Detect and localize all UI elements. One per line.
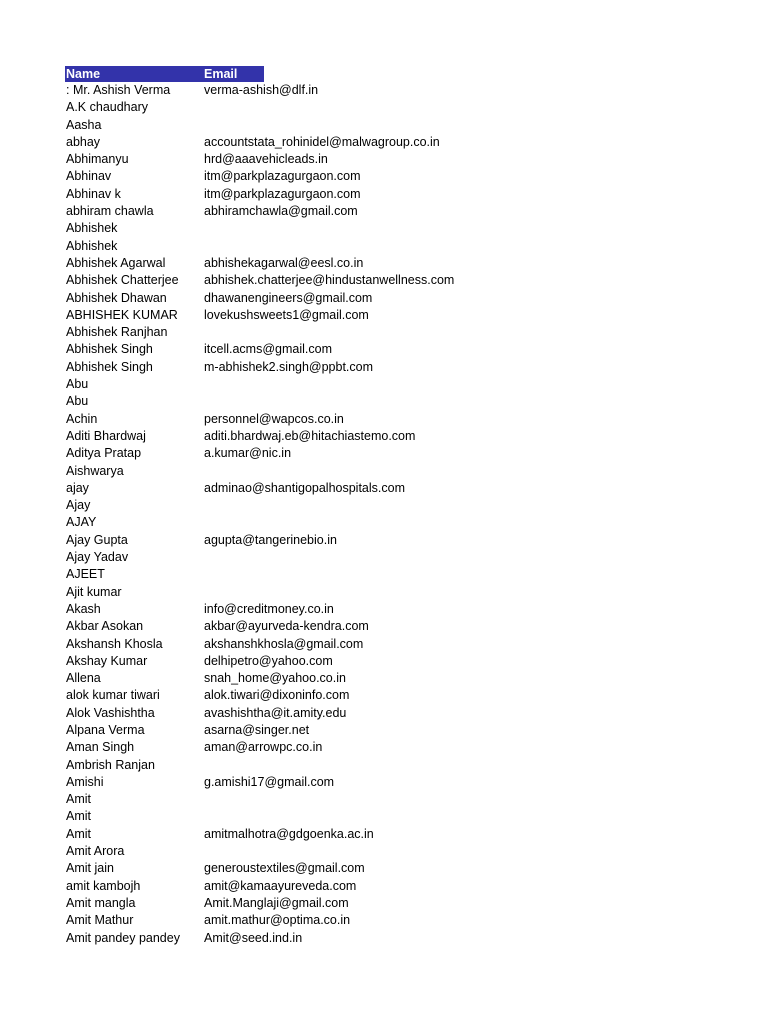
email-cell [203,584,765,601]
email-cell: m-abhishek2.singh@ppbt.com [204,359,374,374]
email-cell: agupta@tangerinebio.in [204,532,337,547]
table-row [65,584,765,601]
table-row [65,307,765,324]
name-cell: Abu [66,377,89,392]
table-row [65,186,765,203]
name-cell: Amit [66,826,91,841]
table-row [65,480,765,497]
table-row [65,168,765,185]
name-cell: ABHISHEK KUMAR [66,307,178,322]
name-cell: Alok Vashishtha [66,705,155,720]
name-cell: Aditya Pratap [66,446,142,461]
table-row [65,151,765,168]
name-cell: Akshansh Khosla [66,636,163,651]
table-row [65,878,765,895]
email-cell [203,497,765,514]
email-cell [203,324,765,341]
email-cell [203,463,765,480]
name-cell: Akbar Asokan [66,619,144,634]
table-row [65,930,765,947]
table-row [65,566,765,583]
name-cell: Ajay Gupta [66,532,128,547]
email-cell: abhiramchawla@gmail.com [204,204,358,219]
table-row [65,411,765,428]
email-cell: accountstata_rohinidel@malwagroup.co.in [204,134,440,149]
table-body [65,82,765,947]
name-cell: Ajay [66,498,91,513]
table-row [65,653,765,670]
table-row [65,238,765,255]
email-cell: avashishtha@it.amity.edu [204,705,347,720]
email-column-header: Email [203,66,264,82]
table-row [65,912,765,929]
spreadsheet-table [65,66,765,947]
name-cell: ajay [66,480,89,495]
table-row [65,601,765,618]
email-cell: dhawanengineers@gmail.com [204,290,373,305]
email-cell: verma-ashish@dlf.in [204,83,319,97]
table-row [65,117,765,134]
table-row [65,791,765,808]
email-cell [203,376,765,393]
name-cell: Achin [66,411,98,426]
email-cell: info@creditmoney.co.in [204,601,334,616]
name-cell: Aasha [66,117,102,132]
name-cell: Abhishek [66,238,118,253]
name-cell: Abhishek Dhawan [66,290,167,305]
name-cell: Ambrish Ranjan [66,757,155,772]
email-cell: delhipetro@yahoo.com [204,653,333,668]
table-row [65,636,765,653]
email-cell [203,220,765,237]
table-row [65,757,765,774]
email-cell: snah_home@yahoo.co.in [204,671,346,686]
email-cell: g.amishi17@gmail.com [204,774,335,789]
name-cell: Amit [66,809,91,824]
email-cell: aditi.bhardwaj.eb@hitachiastemo.com [204,428,416,443]
table-row [65,774,765,791]
name-cell: Aditi Bhardwaj [66,428,146,443]
name-cell: Abhishek Ranjhan [66,325,168,340]
email-cell: amitmalhotra@gdgoenka.ac.in [204,826,374,841]
email-cell: itcell.acms@gmail.com [204,342,332,357]
email-cell [203,843,765,860]
name-cell: Abhishek Agarwal [66,255,166,270]
email-cell: generoustextiles@gmail.com [204,861,365,876]
table-row [65,843,765,860]
table-row [65,670,765,687]
email-cell: Amit@seed.ind.in [204,930,303,945]
email-cell [203,808,765,825]
name-cell: Abhinav [66,169,112,184]
header-row [65,66,765,82]
table-row [65,739,765,756]
email-cell: a.kumar@nic.in [204,446,292,461]
table-row [65,687,765,704]
name-cell: Amit pandey pandey [66,930,180,945]
name-cell: Amit Arora [66,844,125,859]
email-cell [203,99,765,116]
table-row [65,272,765,289]
name-cell: abhay [66,134,101,149]
email-cell: adminao@shantigopalhospitals.com [204,480,406,495]
email-cell: amit.mathur@optima.co.in [204,913,351,928]
table-row [65,341,765,358]
email-cell: hrd@aaavehicleads.in [204,152,328,167]
email-cell [203,791,765,808]
name-cell: Allena [66,671,101,686]
table-row [65,203,765,220]
email-cell [203,566,765,583]
table-row [65,549,765,566]
table-row [65,860,765,877]
name-cell: : Mr. Ashish Verma [66,83,171,97]
name-cell: Aishwarya [66,463,124,478]
table-row [65,428,765,445]
email-cell: personnel@wapcos.co.in [204,411,344,426]
name-cell: Amit jain [66,861,114,876]
name-column-header: Name [65,66,203,82]
table-row [65,532,765,549]
name-cell: A.K chaudhary [66,100,148,115]
table-row [65,514,765,531]
name-cell: Aman Singh [66,740,135,755]
name-cell: Alpana Verma [66,722,145,737]
email-cell: itm@parkplazagurgaon.com [204,186,361,201]
table-row [65,255,765,272]
name-cell: alok kumar tiwari [66,688,160,703]
table-row [65,220,765,237]
email-cell: akbar@ayurveda-kendra.com [204,619,369,634]
email-cell [203,549,765,566]
email-cell: abhishekagarwal@eesl.co.in [204,255,364,270]
name-cell: Amit mangla [66,895,136,910]
email-cell [203,393,765,410]
name-cell: Amishi [66,774,104,789]
name-cell: Abhishek Singh [66,342,153,357]
email-cell [203,238,765,255]
table-row [65,445,765,462]
table-row [65,826,765,843]
email-cell: Amit.Manglaji@gmail.com [204,895,349,910]
name-cell: Ajay Yadav [66,550,129,565]
name-cell: Abhishek Chatterjee [66,273,179,288]
table-row [65,705,765,722]
email-cell: amit@kamaayureveda.com [204,878,357,893]
email-cell: alok.tiwari@dixoninfo.com [204,688,350,703]
name-cell: Akshay Kumar [66,653,148,668]
table-row [65,99,765,116]
email-cell [203,514,765,531]
name-cell: Akash [66,601,101,616]
table-row [65,497,765,514]
table-row [65,359,765,376]
table-row [65,376,765,393]
name-cell: AJEET [66,567,105,582]
table-row [65,290,765,307]
table-row [65,618,765,635]
name-cell: Abhinav k [66,186,121,201]
table-row [65,134,765,151]
email-cell: akshanshkhosla@gmail.com [204,636,364,651]
email-cell: aman@arrowpc.co.in [204,740,323,755]
name-cell: abhiram chawla [66,204,154,219]
email-cell: itm@parkplazagurgaon.com [204,169,361,184]
table-row [65,393,765,410]
email-cell: abhishek.chatterjee@hindustanwellness.com [204,273,455,288]
email-cell: asarna@singer.net [204,722,310,737]
table-row [65,82,765,99]
name-cell: Abhishek [66,221,118,236]
table-row [65,463,765,480]
table-row [65,895,765,912]
name-cell: Abhishek Singh [66,359,153,374]
name-cell: Amit Mathur [66,913,134,928]
table-row [65,808,765,825]
name-cell: AJAY [66,515,97,530]
name-cell: Abhimanyu [66,152,129,167]
name-cell: Ajit kumar [66,584,122,599]
name-cell: Abu [66,394,89,409]
table-row [65,722,765,739]
email-cell [203,117,765,134]
name-cell: amit kambojh [66,878,141,893]
email-cell [203,757,765,774]
table-row [65,324,765,341]
email-cell: lovekushsweets1@gmail.com [204,307,369,322]
name-cell: Amit [66,792,91,807]
